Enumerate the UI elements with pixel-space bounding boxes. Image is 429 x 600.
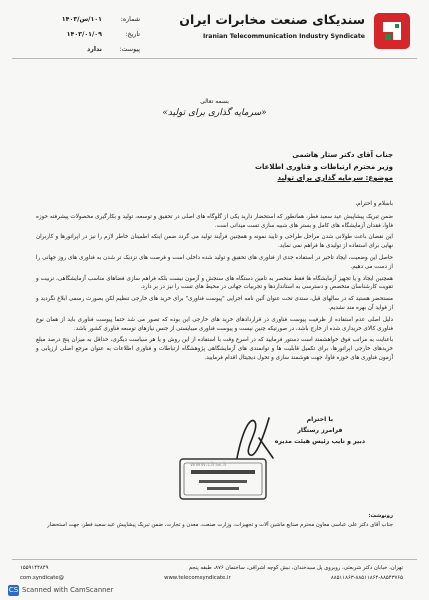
header-divider <box>12 58 417 59</box>
addressee-block <box>255 150 393 185</box>
footer-phones: ۸۸۵۱۱۸۶۳-۸۸۵۱۱۸۶۴-۸۸۵۴۳۷۶۵ <box>330 575 403 581</box>
syndicate-logo-icon <box>371 10 413 52</box>
footer-divider <box>12 559 417 560</box>
cc-title: رونوشت: <box>368 513 393 519</box>
regards: با احترام <box>306 416 334 423</box>
organization-name: سندیکای صنعت مخابرات ایران <box>179 12 365 27</box>
scanner-badge <box>8 584 113 596</box>
calligraphy-slogan: «سرمایه گذاری برای تولید» <box>162 108 267 118</box>
footer <box>20 563 403 583</box>
cc-block <box>36 512 393 530</box>
addressee-name: جناب آقای دکتر ستار هاشمی <box>292 151 393 159</box>
footer-fax: ۱۵۵۹۱۴۴۸۴۹ <box>20 565 49 571</box>
closing-block <box>275 414 365 447</box>
signer-title: دبیر و نایب رئیس هیئت مدیره <box>274 438 365 445</box>
greeting: باسلام و احترام، <box>355 201 393 207</box>
paragraph: همچنین ایجاد و یا تجهیز آزمایشگاه ها فقط منحصر به تامین دستگاه های سنجش و آزمون نیست بلکه فراهم سازی فضاهای مناسب آزمایشگاهی، تربیت و تقویت کارشناسان متخصص و دسترسی به استانداردها و تجربیات جهانی در محیط های تست را نیز در بر دارد. <box>36 275 393 291</box>
organization-name-en: Iranian Telecommunication Industry Syndicate <box>202 33 365 40</box>
watermark: www.cIna.ir <box>190 460 228 468</box>
paragraph: این نقصان باعث طولانی شدن مراحل طراحی و تایید نمونه و همچنین فرآیند تولید می گردد ضمن اینکه اطمینان خاطر لازم را نیز در اپراتورها و کاربران نهایی برای استفاده از تولیدی ها فراهم نمی نماید. <box>36 234 393 250</box>
attachment-value: ندارد <box>86 46 102 53</box>
attachment-label: پیوست: <box>119 46 140 53</box>
paragraph: حاصل این وضعیت، ایجاد تاخیر در استفاده جدی از فناوری های تحقیق و تولید شده داخلی است و فرصت های نزدیک تر شدن به فناوری های روز جهانی را از دست می دهیم. <box>36 254 393 270</box>
paragraph: ضمن تبریک پیشاپیش عید سعید فطر، همانطور که استحضار دارید یکی از گلوگاه های اصلی در تحقیق و توسعه، تولید و بکارگیری محصولات پیشرفته حوزه فاوا، فقدان آزمایشگاه های کامل و بستر های شبیه سازی تست میدانی است. <box>36 213 393 229</box>
number-label: شماره: <box>120 16 140 23</box>
date-label: تاریخ: <box>125 31 140 38</box>
camscanner-icon: CS <box>8 585 19 594</box>
paragraph: باعنایت به مراتب فوق خواهشمند است دستور فرمایید که در اسرع وقت با استفاده از این روش و یا هر سیاست دیگری، حداقل به میزان پنج درصد مبلغ خریدهای خارجی اپراتورها، برای تکمیل قابلیت ها و توانمندی های آزمایشگاهی پژوهشگاه ارتباطات و فناوری اطلاعات به عنوان مرجع اصلی ارزیابی و آزمون فناوری های حوزه فاوا، جهت هوشمند سازی و تحول دیجیتال اقدام فرمایید. <box>36 337 393 361</box>
paragraph: مستحضر هستید که در سالهای قبل، سندی تحت عنوان آئین نامه اجرایی "پیوست فناوری" برای خرید های خارجی تنظیم لکن بصورت رسمی ابلاغ نگردید و از فواید آن بهره مند نشدیم. <box>36 296 393 311</box>
signer-name: فرامرز رستگار <box>297 427 343 434</box>
letter-heading: بسمه تعالی <box>200 98 229 105</box>
letter-meta <box>20 12 140 57</box>
number-value: ۱۰۱/س/۱۴۰۳ <box>61 16 102 23</box>
date-value: ۱۴۰۳/۰۱/۰۹ <box>66 31 102 38</box>
footer-website[interactable]: www.telecomsyndicate.ir <box>164 575 231 581</box>
cc-line: جناب آقای دکتر علی عباسی معاون محترم صنایع ماشین آلات و تجهیزات، وزارت صنعت، معدن و تجارت، ضمن تبریک پیشاپیش عید سعید فطر، جهت استحضار <box>47 522 393 528</box>
scanner-badge-text: Scanned with CamScanner <box>22 586 114 594</box>
letter-body <box>36 200 393 366</box>
addressee-title: وزیر محترم ارتباطات و فناوری اطلاعات <box>254 162 393 171</box>
footer-email[interactable]: com.syndicate@ <box>20 575 64 581</box>
paragraph: دلیل اصلی عدم استفاده از ظرفیت پیوست فناوری در قراردادهای خرید های خارجی این بوده که تصور می شد حتما پیوست فناوری باید از همان نوع فناوری کالای خریداری شده از خارج باشد، در صورتیکه چنین نیست و پیوست فناوری میبایستی از جنس نیازهای توسعه فناوری کشور باشد. <box>36 316 393 332</box>
letter-subject: موضوع: سرمایه گذاری برای تولید <box>277 174 393 182</box>
footer-address: تهران، خیابان دکتر شریعتی، روبروی پل سیدخندان، نبش کوچه اشراقی، ساختمان ۸۷۶، طبقه پنجم <box>188 565 403 571</box>
